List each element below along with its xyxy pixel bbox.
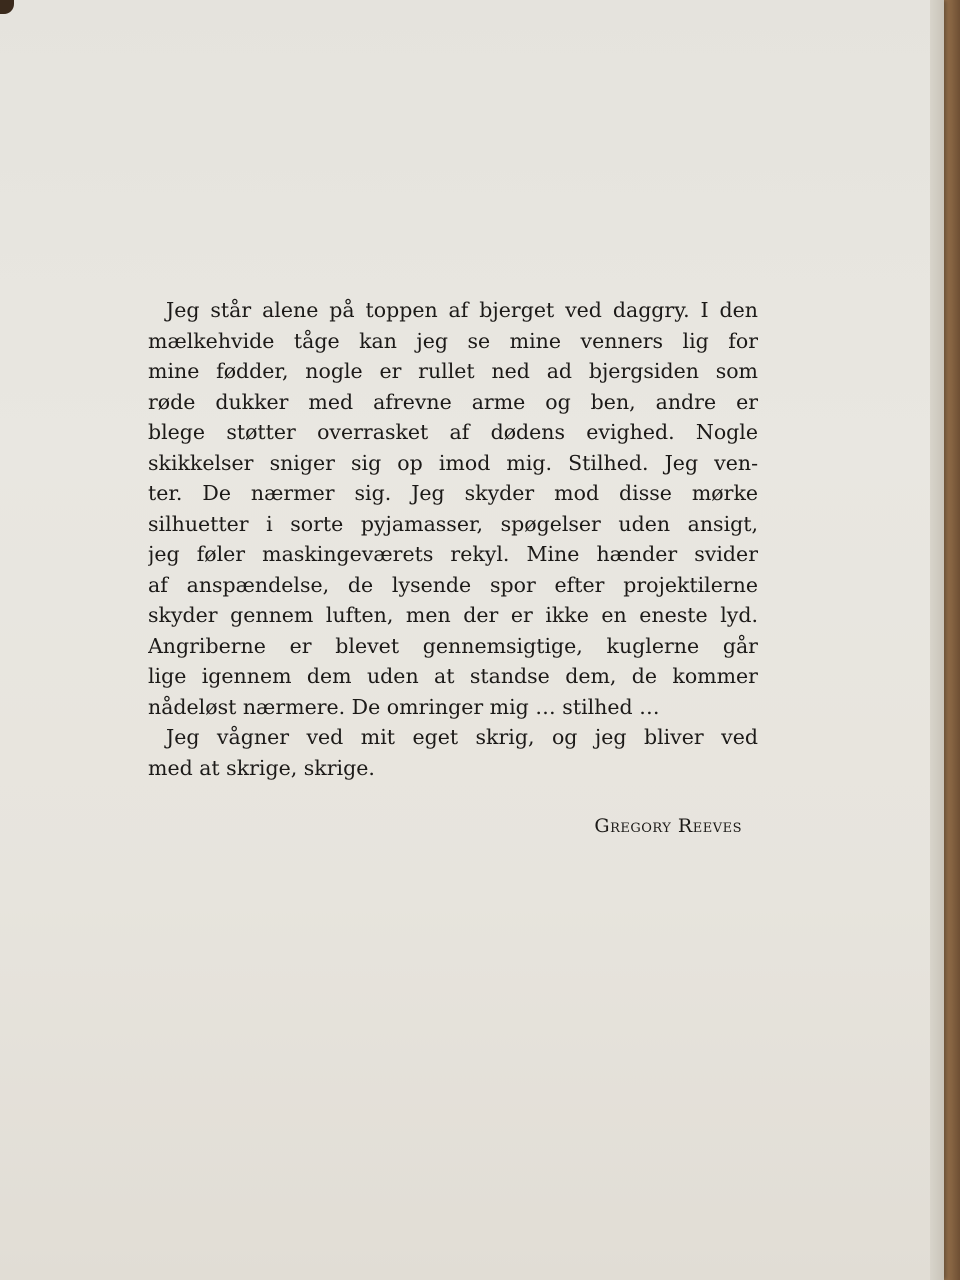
text-line: silhuetter i sorte pyjamasser, spøgelser uden ansigt,: [148, 511, 758, 536]
page-corner-shadow: [0, 0, 14, 14]
text-line: lige igennem dem uden at standse dem, de kommer: [148, 664, 758, 688]
text-line: blege støtter overrasket af dødens evighed. Nogle: [148, 420, 758, 444]
page-edge: [930, 0, 944, 1280]
author-signature: Gregory Reeves: [594, 815, 742, 837]
text-line: nådeløst nærmere. De omringer mig … stilhed …: [148, 694, 660, 719]
text-line: med at skrige, skrige.: [148, 755, 375, 780]
epigraph-text: [148, 295, 758, 783]
text-line: mælkehvide tåge kan jeg se mine venners lig for: [148, 328, 758, 353]
text-line: af anspændelse, de lysende spor efter projektilerne: [148, 572, 758, 597]
text-line: Angriberne er blevet gennemsigtige, kuglerne går: [148, 633, 758, 658]
text-line: jeg føler maskingeværets rekyl. Mine hænder svider: [148, 542, 758, 566]
text-line: skikkelser sniger sig op imod mig. Stilhed. Jeg ven-: [148, 450, 758, 475]
text-line: røde dukker med afrevne arme og ben, andre er: [148, 389, 758, 414]
text-line: ter. De nærmer sig. Jeg skyder mod disse mørke: [148, 481, 758, 505]
text-line: Jeg vågner ved mit eget skrig, og jeg bliver ved: [166, 725, 758, 749]
text-line: skyder gennem luften, men der er ikke en eneste lyd.: [148, 603, 758, 627]
text-line: mine fødder, nogle er rullet ned ad bjergsiden som: [148, 359, 758, 383]
text-line: Jeg står alene på toppen af bjerget ved daggry. I den: [166, 298, 758, 322]
